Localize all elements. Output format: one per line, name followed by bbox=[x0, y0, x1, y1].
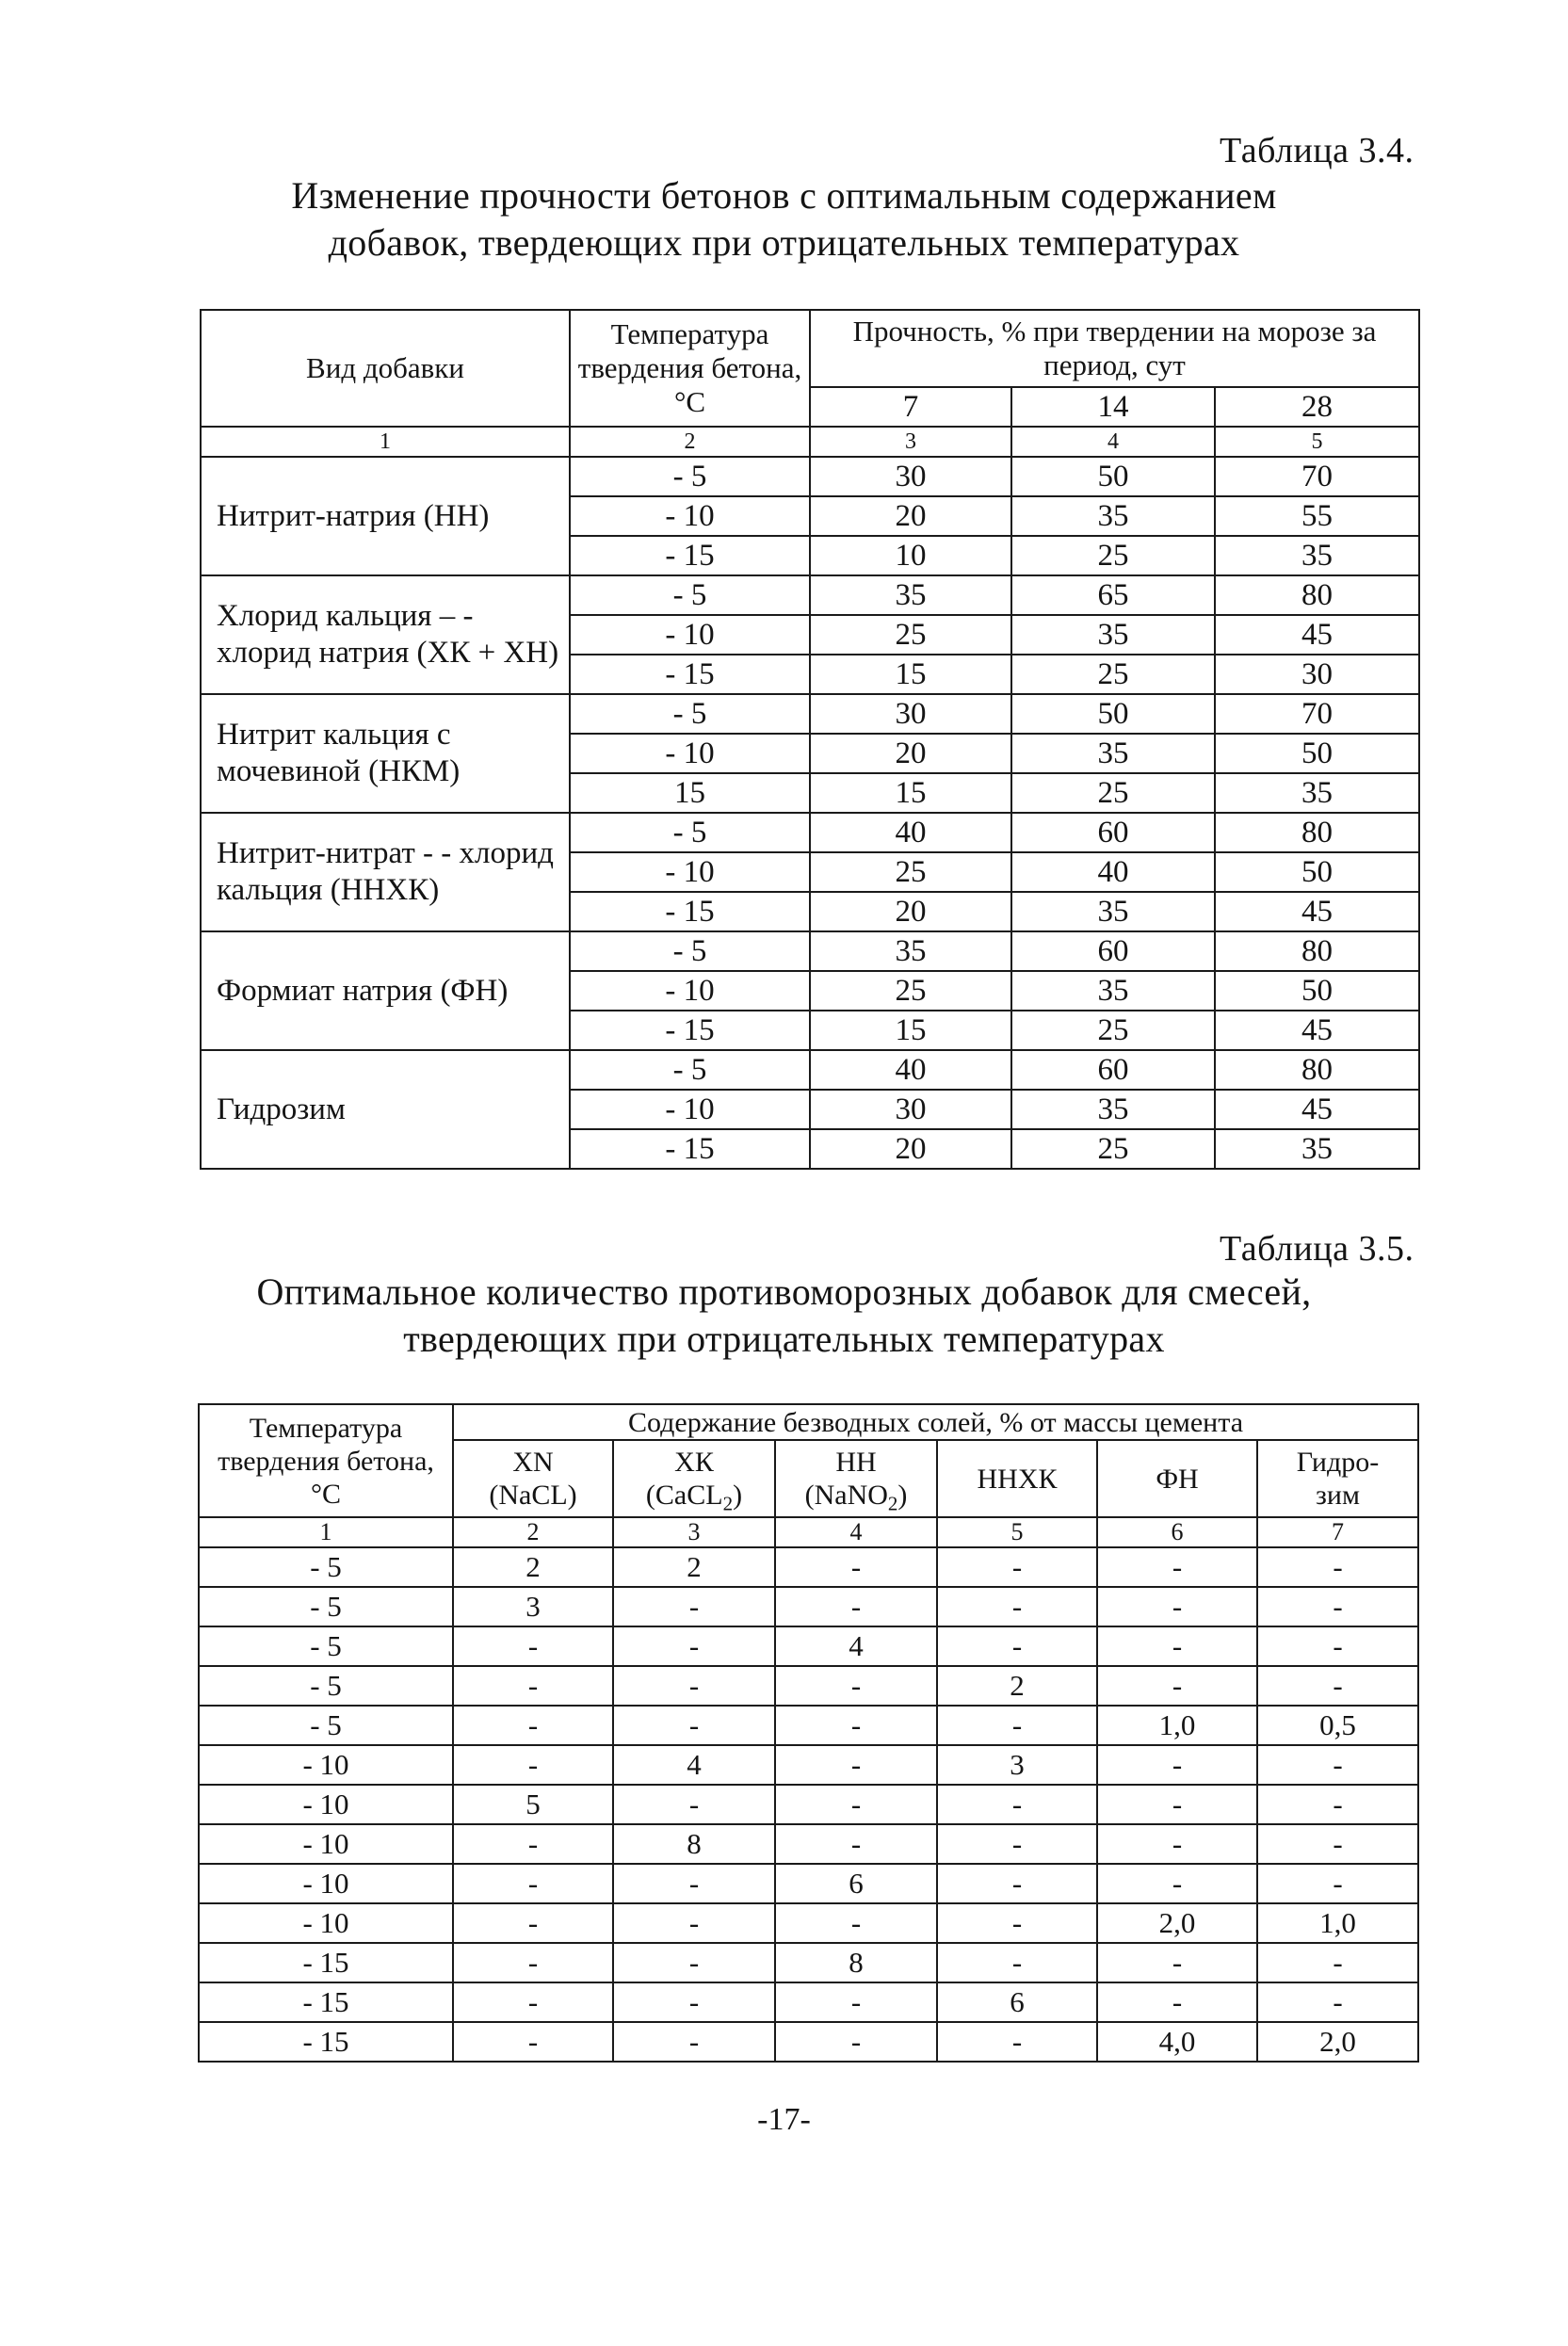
salt-content-value: - bbox=[453, 1943, 613, 1982]
table-row bbox=[199, 1824, 1418, 1864]
salt-content-value: - bbox=[1097, 1864, 1257, 1903]
temperature-cell: - 5 bbox=[570, 694, 810, 734]
salt-content-value: - bbox=[613, 1785, 775, 1824]
header-xn: XN (NaCL) bbox=[453, 1440, 613, 1517]
temperature-cell: - 10 bbox=[570, 971, 810, 1011]
temperature-cell: - 5 bbox=[199, 1706, 453, 1745]
strength-value: 25 bbox=[810, 615, 1011, 655]
column-number: 1 bbox=[199, 1517, 453, 1547]
table-row bbox=[199, 1666, 1418, 1706]
salt-content-value: - bbox=[613, 1943, 775, 1982]
salt-content-value: - bbox=[1257, 1982, 1418, 2022]
temperature-cell: - 15 bbox=[199, 1982, 453, 2022]
table-3-5 bbox=[198, 1403, 1419, 2063]
column-number: 2 bbox=[453, 1517, 613, 1547]
temperature-cell: - 5 bbox=[199, 1666, 453, 1706]
strength-value: 35 bbox=[1011, 892, 1215, 931]
header-salt-content: Содержание безводных солей, % от массы цемента bbox=[453, 1404, 1418, 1440]
temperature-cell: - 15 bbox=[570, 536, 810, 575]
salt-content-value: - bbox=[775, 1587, 937, 1626]
salt-content-value: - bbox=[1257, 1864, 1418, 1903]
temperature-cell: - 5 bbox=[199, 1587, 453, 1626]
table-3-4-title bbox=[188, 172, 1380, 267]
strength-value: 15 bbox=[810, 1011, 1011, 1050]
strength-value: 25 bbox=[810, 971, 1011, 1011]
strength-value: 35 bbox=[1215, 536, 1419, 575]
salt-content-value: - bbox=[937, 2022, 1097, 2062]
strength-value: 55 bbox=[1215, 496, 1419, 536]
header-temperature: Температура твердения бетона, °С bbox=[570, 310, 810, 427]
header-gidrozim: Гидро- зим bbox=[1257, 1440, 1418, 1517]
salt-content-value: - bbox=[1097, 1982, 1257, 2022]
strength-value: 50 bbox=[1215, 734, 1419, 773]
strength-value: 35 bbox=[1011, 1090, 1215, 1129]
strength-value: 30 bbox=[810, 694, 1011, 734]
header-xk: ХК (CaCL$_2$) bbox=[613, 1440, 775, 1517]
strength-value: 40 bbox=[1011, 852, 1215, 892]
column-number: 6 bbox=[1097, 1517, 1257, 1547]
strength-value: 80 bbox=[1215, 931, 1419, 971]
table-row bbox=[199, 1982, 1418, 2022]
strength-value: 25 bbox=[1011, 773, 1215, 813]
strength-value: 20 bbox=[810, 496, 1011, 536]
salt-content-value: - bbox=[937, 1785, 1097, 1824]
column-number-row bbox=[199, 1517, 1418, 1547]
strength-value: 30 bbox=[1215, 655, 1419, 694]
temperature-cell: - 10 bbox=[199, 1785, 453, 1824]
table-row bbox=[201, 931, 1419, 971]
strength-value: 15 bbox=[810, 655, 1011, 694]
salt-content-value: - bbox=[1257, 1745, 1418, 1785]
salt-content-value: - bbox=[453, 1745, 613, 1785]
salt-content-value: 5 bbox=[453, 1785, 613, 1824]
strength-value: 25 bbox=[1011, 1129, 1215, 1169]
strength-value: 20 bbox=[810, 734, 1011, 773]
temperature-cell: - 15 bbox=[570, 1129, 810, 1169]
salt-content-value: - bbox=[453, 1626, 613, 1666]
temperature-cell: - 10 bbox=[570, 496, 810, 536]
salt-content-value: - bbox=[1257, 1626, 1418, 1666]
table-row bbox=[199, 1785, 1418, 1824]
salt-content-value: 2,0 bbox=[1097, 1903, 1257, 1943]
salt-content-value: 8 bbox=[775, 1943, 937, 1982]
table-3-5-title bbox=[188, 1269, 1380, 1363]
strength-value: 35 bbox=[1011, 971, 1215, 1011]
salt-content-value: - bbox=[613, 1903, 775, 1943]
table-row bbox=[201, 457, 1419, 496]
strength-value: 35 bbox=[1011, 615, 1215, 655]
table-row bbox=[199, 1706, 1418, 1745]
salt-content-value: - bbox=[775, 2022, 937, 2062]
salt-content-value: - bbox=[1097, 1943, 1257, 1982]
table-row bbox=[201, 813, 1419, 852]
table-row bbox=[199, 1626, 1418, 1666]
salt-content-value: - bbox=[775, 1785, 937, 1824]
salt-content-value: - bbox=[1257, 1666, 1418, 1706]
column-number: 5 bbox=[1215, 427, 1419, 457]
salt-content-value: - bbox=[775, 1982, 937, 2022]
salt-content-value: - bbox=[1257, 1824, 1418, 1864]
salt-content-value: - bbox=[1097, 1587, 1257, 1626]
column-number: 2 bbox=[570, 427, 810, 457]
salt-content-value: 4 bbox=[775, 1626, 937, 1666]
strength-value: 35 bbox=[1215, 1129, 1419, 1169]
column-number: 1 bbox=[201, 427, 570, 457]
salt-content-value: - bbox=[613, 1666, 775, 1706]
salt-content-value: - bbox=[937, 1706, 1097, 1745]
header-day: 28 bbox=[1215, 387, 1419, 427]
salt-content-value: 3 bbox=[453, 1587, 613, 1626]
strength-value: 35 bbox=[1011, 496, 1215, 536]
column-number: 3 bbox=[613, 1517, 775, 1547]
strength-value: 50 bbox=[1011, 457, 1215, 496]
temperature-cell: - 5 bbox=[570, 575, 810, 615]
salt-content-value: - bbox=[1097, 1547, 1257, 1587]
salt-content-value: 4,0 bbox=[1097, 2022, 1257, 2062]
header-fn: ФН bbox=[1097, 1440, 1257, 1517]
salt-content-value: - bbox=[1097, 1626, 1257, 1666]
table-row bbox=[199, 1547, 1418, 1587]
temperature-cell: - 15 bbox=[570, 655, 810, 694]
temperature-cell: - 5 bbox=[199, 1547, 453, 1587]
table-3-4-title-line-2: добавок, твердеющих при отрицательных температурах bbox=[328, 221, 1240, 264]
table-row bbox=[199, 1903, 1418, 1943]
salt-content-value: - bbox=[775, 1824, 937, 1864]
salt-content-value: - bbox=[775, 1706, 937, 1745]
additive-kind: Хлорид кальция – - хлорид натрия (ХК + ХН) bbox=[201, 575, 570, 694]
temperature-cell: - 5 bbox=[199, 1626, 453, 1666]
table-3-5-label: Таблица 3.5. bbox=[1220, 1229, 1414, 1269]
salt-content-value: - bbox=[453, 2022, 613, 2062]
strength-value: 65 bbox=[1011, 575, 1215, 615]
strength-value: 35 bbox=[810, 931, 1011, 971]
strength-value: 60 bbox=[1011, 931, 1215, 971]
salt-content-value: 1,0 bbox=[1257, 1903, 1418, 1943]
additive-kind: Нитрит-нитрат - - хлорид кальция (ННХК) bbox=[201, 813, 570, 931]
column-number: 4 bbox=[775, 1517, 937, 1547]
strength-value: 80 bbox=[1215, 1050, 1419, 1090]
salt-content-value: - bbox=[937, 1547, 1097, 1587]
temperature-cell: - 15 bbox=[570, 1011, 810, 1050]
strength-value: 25 bbox=[1011, 655, 1215, 694]
salt-content-value: - bbox=[1257, 1587, 1418, 1626]
temperature-cell: 15 bbox=[570, 773, 810, 813]
salt-content-value: - bbox=[1257, 1547, 1418, 1587]
salt-content-value: - bbox=[937, 1943, 1097, 1982]
salt-content-value: - bbox=[775, 1666, 937, 1706]
salt-content-value: - bbox=[453, 1982, 613, 2022]
strength-value: 50 bbox=[1215, 971, 1419, 1011]
salt-content-value: - bbox=[1097, 1785, 1257, 1824]
strength-value: 50 bbox=[1011, 694, 1215, 734]
temperature-cell: - 5 bbox=[570, 931, 810, 971]
salt-content-value: - bbox=[775, 1547, 937, 1587]
salt-content-value: - bbox=[937, 1587, 1097, 1626]
salt-content-value: 1,0 bbox=[1097, 1706, 1257, 1745]
header-nn: НН (NaNO$_2$) bbox=[775, 1440, 937, 1517]
salt-content-value: - bbox=[937, 1824, 1097, 1864]
additive-kind: Гидрозим bbox=[201, 1050, 570, 1169]
temperature-cell: - 10 bbox=[199, 1903, 453, 1943]
strength-value: 35 bbox=[1215, 773, 1419, 813]
table-row bbox=[199, 2022, 1418, 2062]
table-row bbox=[199, 1943, 1418, 1982]
header-temperature: Температура твердения бетона, °С bbox=[199, 1404, 453, 1517]
strength-value: 70 bbox=[1215, 457, 1419, 496]
salt-content-value: - bbox=[613, 2022, 775, 2062]
salt-content-value: - bbox=[937, 1903, 1097, 1943]
strength-value: 25 bbox=[1011, 1011, 1215, 1050]
temperature-cell: - 5 bbox=[570, 1050, 810, 1090]
strength-value: 10 bbox=[810, 536, 1011, 575]
temperature-cell: - 15 bbox=[570, 892, 810, 931]
strength-value: 30 bbox=[810, 457, 1011, 496]
salt-content-value: 8 bbox=[613, 1824, 775, 1864]
strength-value: 50 bbox=[1215, 852, 1419, 892]
temperature-cell: - 5 bbox=[570, 813, 810, 852]
salt-content-value: 6 bbox=[937, 1982, 1097, 2022]
salt-content-value: - bbox=[613, 1706, 775, 1745]
table-3-4 bbox=[200, 309, 1420, 1170]
salt-content-value: - bbox=[1257, 1943, 1418, 1982]
strength-value: 80 bbox=[1215, 575, 1419, 615]
table-3-5-title-line-2: твердеющих при отрицательных температурах bbox=[403, 1318, 1165, 1360]
salt-content-value: - bbox=[453, 1864, 613, 1903]
column-number-row bbox=[201, 427, 1419, 457]
temperature-cell: - 15 bbox=[199, 1943, 453, 1982]
strength-value: 35 bbox=[1011, 734, 1215, 773]
salt-content-value: - bbox=[1097, 1666, 1257, 1706]
salt-content-value: - bbox=[937, 1864, 1097, 1903]
salt-content-value: 2 bbox=[613, 1547, 775, 1587]
column-number: 4 bbox=[1011, 427, 1215, 457]
salt-content-value: 4 bbox=[613, 1745, 775, 1785]
header-day: 7 bbox=[810, 387, 1011, 427]
additive-kind: Нитрит кальция с мочевиной (НКМ) bbox=[201, 694, 570, 813]
salt-content-value: 6 bbox=[775, 1864, 937, 1903]
salt-content-value: - bbox=[937, 1626, 1097, 1666]
strength-value: 45 bbox=[1215, 892, 1419, 931]
strength-value: 30 bbox=[810, 1090, 1011, 1129]
strength-value: 15 bbox=[810, 773, 1011, 813]
temperature-cell: - 10 bbox=[199, 1745, 453, 1785]
salt-content-value: - bbox=[775, 1903, 937, 1943]
salt-content-value: 2 bbox=[937, 1666, 1097, 1706]
salt-content-value: - bbox=[453, 1706, 613, 1745]
salt-content-value: - bbox=[613, 1587, 775, 1626]
strength-value: 45 bbox=[1215, 615, 1419, 655]
header-day: 14 bbox=[1011, 387, 1215, 427]
column-number: 7 bbox=[1257, 1517, 1418, 1547]
table-row bbox=[201, 1050, 1419, 1090]
additive-kind: Нитрит-натрия (НН) bbox=[201, 457, 570, 575]
header-kind: Вид добавки bbox=[201, 310, 570, 427]
salt-content-value: - bbox=[1097, 1824, 1257, 1864]
temperature-cell: - 10 bbox=[570, 852, 810, 892]
strength-value: 45 bbox=[1215, 1011, 1419, 1050]
salt-content-value: - bbox=[613, 1864, 775, 1903]
table-3-5-title-line-1: Оптимальное количество противоморозных добавок для смесей, bbox=[256, 1270, 1312, 1313]
column-number: 5 bbox=[937, 1517, 1097, 1547]
strength-value: 20 bbox=[810, 892, 1011, 931]
salt-content-value: - bbox=[613, 1626, 775, 1666]
temperature-cell: - 10 bbox=[199, 1864, 453, 1903]
salt-content-value: - bbox=[613, 1982, 775, 2022]
strength-value: 80 bbox=[1215, 813, 1419, 852]
strength-value: 40 bbox=[810, 813, 1011, 852]
salt-content-value: - bbox=[775, 1745, 937, 1785]
salt-content-value: 0,5 bbox=[1257, 1706, 1418, 1745]
table-3-4-label: Таблица 3.4. bbox=[1220, 131, 1414, 170]
table-3-4-title-line-1: Изменение прочности бетонов с оптимальным содержанием bbox=[291, 174, 1277, 217]
strength-value: 40 bbox=[810, 1050, 1011, 1090]
salt-content-value: - bbox=[1097, 1745, 1257, 1785]
temperature-cell: - 15 bbox=[199, 2022, 453, 2062]
strength-value: 60 bbox=[1011, 1050, 1215, 1090]
strength-value: 60 bbox=[1011, 813, 1215, 852]
table-row bbox=[201, 694, 1419, 734]
header-strength: Прочность, % при твердении на морозе за период, сут bbox=[810, 310, 1419, 387]
table-row bbox=[199, 1745, 1418, 1785]
strength-value: 25 bbox=[1011, 536, 1215, 575]
page-number: -17- bbox=[757, 2102, 811, 2137]
salt-content-value: - bbox=[1257, 1785, 1418, 1824]
temperature-cell: - 10 bbox=[570, 1090, 810, 1129]
strength-value: 20 bbox=[810, 1129, 1011, 1169]
strength-value: 35 bbox=[810, 575, 1011, 615]
temperature-cell: - 5 bbox=[570, 457, 810, 496]
strength-value: 70 bbox=[1215, 694, 1419, 734]
salt-content-value: - bbox=[453, 1903, 613, 1943]
temperature-cell: - 10 bbox=[570, 615, 810, 655]
salt-content-value: 2 bbox=[453, 1547, 613, 1587]
temperature-cell: - 10 bbox=[570, 734, 810, 773]
strength-value: 45 bbox=[1215, 1090, 1419, 1129]
salt-content-value: 3 bbox=[937, 1745, 1097, 1785]
table-row bbox=[201, 575, 1419, 615]
header-nnxk: ННХК bbox=[937, 1440, 1097, 1517]
strength-value: 25 bbox=[810, 852, 1011, 892]
column-number: 3 bbox=[810, 427, 1011, 457]
salt-content-value: - bbox=[453, 1666, 613, 1706]
additive-kind: Формиат натрия (ФН) bbox=[201, 931, 570, 1050]
table-row bbox=[199, 1587, 1418, 1626]
temperature-cell: - 10 bbox=[199, 1824, 453, 1864]
table-row bbox=[199, 1864, 1418, 1903]
salt-content-value: 2,0 bbox=[1257, 2022, 1418, 2062]
salt-content-value: - bbox=[453, 1824, 613, 1864]
